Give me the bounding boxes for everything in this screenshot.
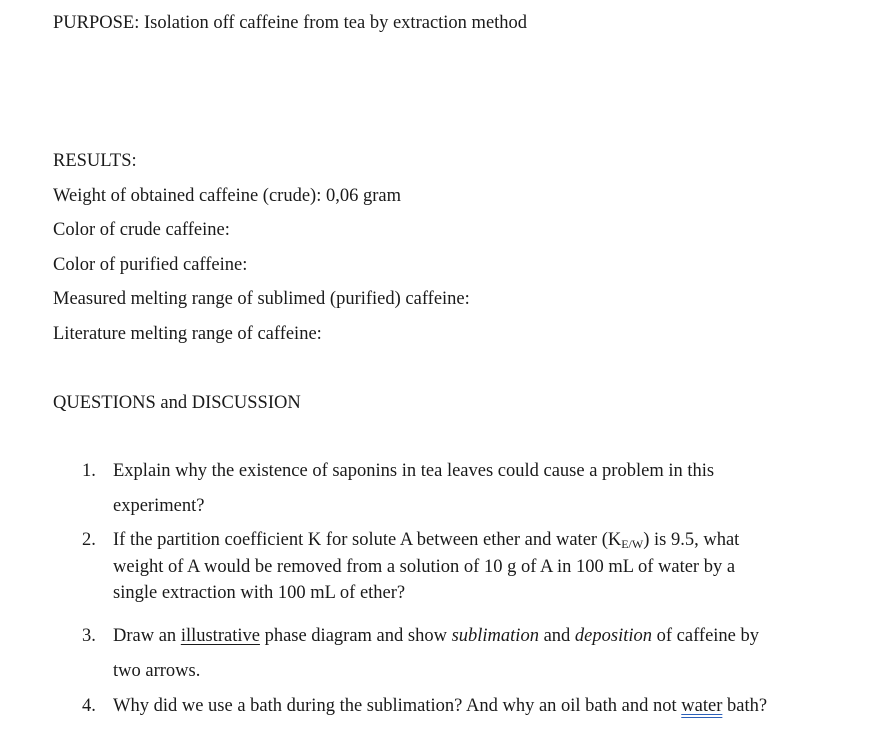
results-heading: RESULTS: <box>53 151 137 171</box>
purified-color-line: Color of purified caffeine: <box>53 255 248 275</box>
question-number: 3. <box>82 626 96 646</box>
question-number: 1. <box>82 461 96 481</box>
purpose-line: PURPOSE: Isolation off caffeine from tea by extraction method <box>53 13 528 33</box>
question-text <box>113 529 739 551</box>
italic-word: deposition <box>574 626 653 646</box>
question-text-part: and <box>538 626 575 646</box>
question-text-part: of caffeine by <box>652 626 760 646</box>
question-text <box>113 625 759 647</box>
questions-heading: QUESTIONS and DISCUSSION <box>53 393 301 413</box>
measured-melting-line: Measured melting range of sublimed (purified) caffeine: <box>53 289 470 309</box>
question-text: single extraction with 100 mL of ether? <box>113 583 406 603</box>
italic-word: sublimation <box>451 626 539 646</box>
spellcheck-underlined-word: water <box>681 696 723 716</box>
question-text: weight of A would be removed from a solution of 10 g of A in 100 mL of water by a <box>113 557 736 577</box>
weight-line: Weight of obtained caffeine (crude): 0,06 gram <box>53 186 401 206</box>
question-text: experiment? <box>113 496 205 516</box>
underlined-word: illustrative <box>180 626 260 646</box>
question-text: two arrows. <box>113 661 201 681</box>
question-text-part: Why did we use a bath during the sublimation? And why an oil bath and not <box>113 696 682 716</box>
question-text-part: bath? <box>722 696 768 716</box>
question-text-part: If the partition coefficient K for solute A between ether and water (K <box>113 530 622 550</box>
question-number: 4. <box>82 696 96 716</box>
question-text-part: ) is 9.5, what <box>643 530 740 550</box>
subscript: E/W <box>621 537 644 551</box>
question-text: Explain why the existence of saponins in tea leaves could cause a problem in this <box>113 461 715 481</box>
question-number: 2. <box>82 530 96 550</box>
question-text-part: Draw an <box>113 626 181 646</box>
literature-melting-line: Literature melting range of caffeine: <box>53 324 322 344</box>
question-text <box>113 695 767 717</box>
crude-color-line: Color of crude caffeine: <box>53 220 230 240</box>
question-text-part: phase diagram and show <box>259 626 452 646</box>
